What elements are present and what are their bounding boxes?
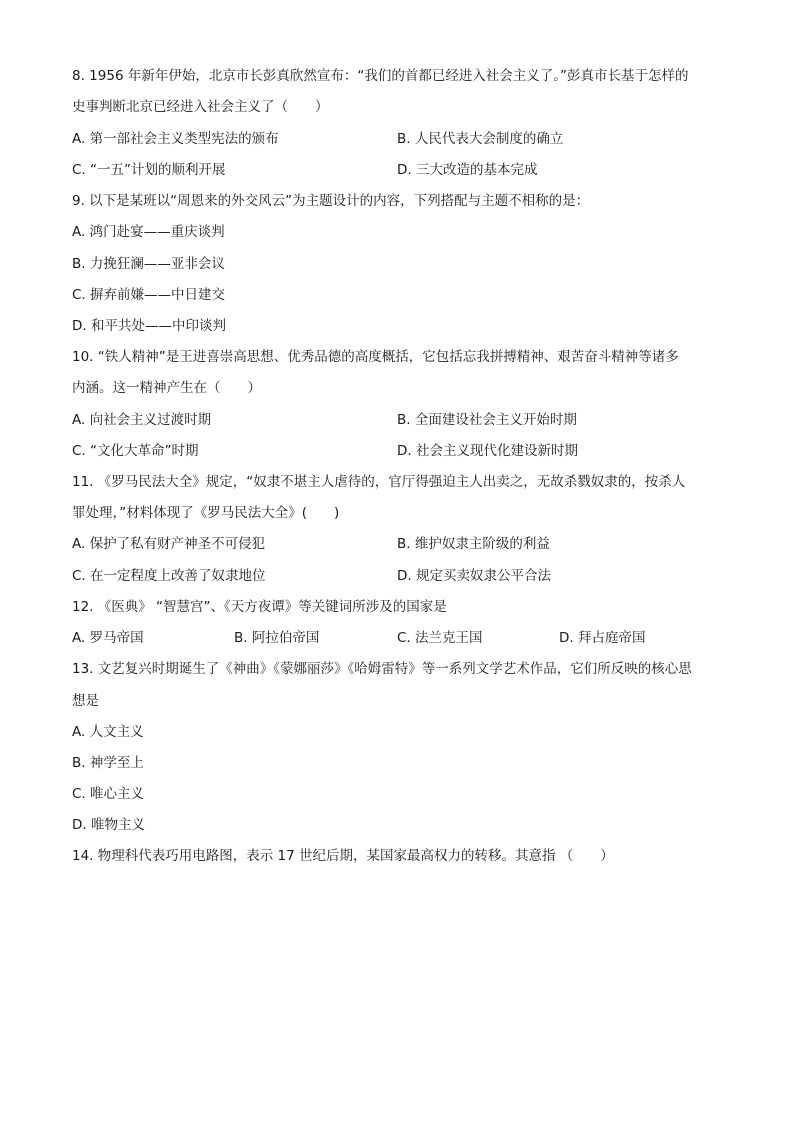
question-12-stem-line-1: 12. 《医典》 “智慧宫”、《天方夜谭》等关键词所涉及的国家是 <box>72 599 447 615</box>
question-13-option-b[interactable]: B. 神学至上 <box>72 755 144 771</box>
question-11-option-d[interactable]: D. 规定买卖奴隶公平合法 <box>397 568 551 584</box>
question-11-stem-line-1: 11. 《罗马民法大全》规定，“奴隶不堪主人虐待的，官厅得强迫主人出卖之，无故杀戮奴隶的，按杀人 <box>72 474 686 490</box>
question-12-option-a[interactable]: A. 罗马帝国 <box>72 630 144 646</box>
question-8-option-d[interactable]: D. 三大改造的基本完成 <box>397 162 538 178</box>
question-10-option-b[interactable]: B. 全面建设社会主义开始时期 <box>397 412 577 428</box>
question-14-stem-line-1: 14. 物理科代表巧用电路图，表示 17 世纪后期，某国家最高权力的转移。其意指 （ ） <box>72 848 614 864</box>
question-8-option-a[interactable]: A. 第一部社会主义类型宪法的颁布 <box>72 131 279 147</box>
question-11-option-a[interactable]: A. 保护了私有财产神圣不可侵犯 <box>72 536 266 552</box>
question-9-option-b[interactable]: B. 力挽狂澜——亚非会议 <box>72 256 225 272</box>
question-13-stem-line-1: 13. 文艺复兴时期诞生了《神曲》《蒙娜丽莎》《哈姆雷特》等一系列文学艺术作品，它们所反映的核心思 <box>72 661 692 677</box>
question-8-stem-line-2: 史事判断北京已经进入社会主义了（ ） <box>72 99 329 115</box>
question-12-option-c[interactable]: C. 法兰克王国 <box>397 630 483 646</box>
question-13-stem-line-2: 想是 <box>72 693 99 709</box>
question-13-option-c[interactable]: C. 唯心主义 <box>72 786 145 802</box>
question-8-option-c[interactable]: C. “一五”计划的顺利开展 <box>72 162 226 178</box>
question-10-stem-line-1: 10. “铁人精神”是王进喜崇高思想、优秀品德的高度概括，它包括忘我拼搏精神、艰苦奋斗精神等诸多 <box>72 349 679 365</box>
question-10-stem-line-2: 内涵。这一精神产生在（ ） <box>72 380 261 396</box>
question-9-option-d[interactable]: D. 和平共处——中印谈判 <box>72 318 226 334</box>
question-13-option-d[interactable]: D. 唯物主义 <box>72 817 145 833</box>
question-11-option-c[interactable]: C. 在一定程度上改善了奴隶地位 <box>72 568 266 584</box>
question-13-option-a[interactable]: A. 人文主义 <box>72 724 144 740</box>
question-10-option-d[interactable]: D. 社会主义现代化建设新时期 <box>397 443 578 459</box>
question-10-option-c[interactable]: C. “文化大革命”时期 <box>72 443 199 459</box>
question-8-stem-line-1: 8. 1956 年新年伊始，北京市长彭真欣然宣布：“我们的首都已经进入社会主义了。”彭真市长基于怎样的 <box>72 68 689 84</box>
question-8-option-b[interactable]: B. 人民代表大会制度的确立 <box>397 131 564 147</box>
question-10-option-a[interactable]: A. 向社会主义过渡时期 <box>72 412 212 428</box>
question-9-option-a[interactable]: A. 鸿门赴宴——重庆谈判 <box>72 224 225 240</box>
question-11-option-b[interactable]: B. 维护奴隶主阶级的利益 <box>397 536 550 552</box>
question-12-option-b[interactable]: B. 阿拉伯帝国 <box>234 630 320 646</box>
question-12-option-d[interactable]: D. 拜占庭帝国 <box>559 630 646 646</box>
question-9-option-c[interactable]: C. 摒弃前嫌——中日建交 <box>72 287 226 303</box>
question-11-stem-line-2: 罪处理，”材料体现了《罗马民法大全》( ) <box>72 505 340 521</box>
question-9-stem-line-1: 9. 以下是某班以“周恩来的外交风云”为主题设计的内容，下列搭配与主题不相称的是： <box>72 193 590 209</box>
